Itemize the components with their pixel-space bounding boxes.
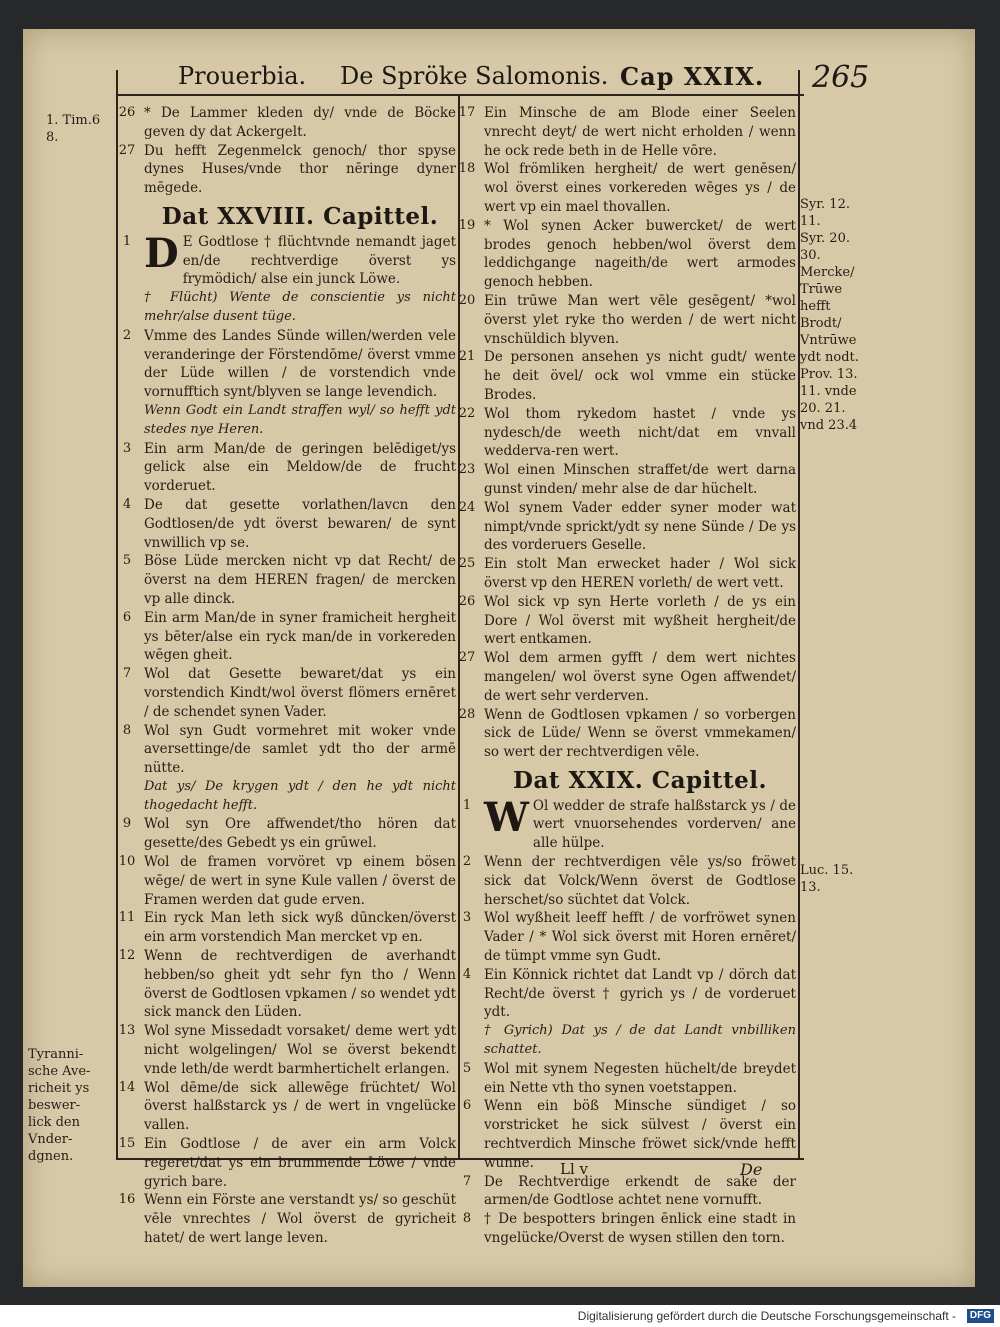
verse-text: Wenn der rechtverdigen vēle ys/so fröwet sick dat Volck/Wenn överst de Godtlose herschet/so süchtet dat Volck. [484,854,796,908]
verse-text: Wenn ein böß Minsche sündiget / so vorstricket he sick sülvest / överst ein rechtverdich Minsche fröwet sick/vnde hefft wunne. [484,1098,796,1171]
credit-bar [0,1305,1000,1327]
verse [462,793,796,853]
verse-number: 20 [458,292,476,308]
marginal-line: lick den [28,1115,80,1130]
verse [458,160,796,216]
marginal-line: Brodt/ [800,316,842,331]
chapter-heading: Dat XXVIII. Capittel. [161,202,439,230]
verse [122,609,456,665]
verse-text: Wol dēme/de sick allewēge früchtet/ Wol överst halßstarck ys / de wert in vngelücke vallen. [144,1079,456,1134]
marginal-line: Vntrūwe [800,333,857,348]
running-head-title: De Spröke Salomonis. [340,62,609,90]
marginal-note-right-mid [800,862,866,896]
verse-text: * De Lammer kleden dy/ vnde de Böcke geven dy dat Ackergelt. [144,105,456,140]
verse-number: 10 [118,854,136,870]
marginal-line: dgnen. [28,1149,74,1164]
verse-number: 25 [458,556,476,572]
verse-number: 6 [122,609,132,625]
verse-text: Wol sick vp syn Herte vorleth / de ys ein Dore / Wol överst mit wyßheit hergheit/de wert entkamen. [484,593,796,648]
verse-text: Ein trūwe Man wert vēle gesēgent/ *wol överst ylet ryke tho werden / de wert nicht vnschüldich blyven. [484,292,796,347]
verse-number: 26 [458,593,476,609]
marginal-line: 1. Tim.6 [46,113,101,128]
marginal-line: Trūwe [800,282,843,297]
marginal-line: Tyranni- [28,1047,84,1062]
verse-text: * Wol synen Acker buwercket/ de wert brodes genoch hebben/wol överst dem leddichgange nageith/de wert armodes genoch hebben. [484,217,796,291]
verse-text: Wol wyßheit leeff hefft / de vorfröwet synen Vader / * Wol sick överst mit Horen ernēret/ de tümpt vmme syn Gudt. [484,910,796,965]
verse-text: Wol syne Missedadt vorsaket/ deme wert ydt nicht wolgelingen/ Wol se överst bekendt vnde leth/de werdt barmhertichelt erlangen. [144,1023,456,1077]
verse-number: 18 [458,161,476,177]
verse-number: 8 [122,722,132,738]
verse-number: 13 [118,1023,136,1039]
verse-text: Wol syn Ore affwendet/tho hören dat gesette/des Gebedt ys ein grūwel. [144,816,456,852]
verse-text: Wenn ein Förste ane verstandt ys/ so geschüt vēle vnrechtes / Wol överst de gyricheit hatet/ de wert lange leven. [144,1192,456,1247]
verse [122,552,456,608]
verse-number: 11 [118,910,136,926]
marginal-line: Vnder- [28,1132,73,1147]
verse-text: Ein arm Man/de de geringen belēdiget/ys gelick alse ein Meldow/de de frucht vorderuet. [144,440,456,495]
verse-text: De Rechtverdige erkendt de sake der armen/de Godtlose achtet nene vornufft. [484,1173,796,1209]
verse [458,104,796,160]
verse [118,853,456,909]
verse-number: 12 [118,948,136,964]
verse-number: 4 [462,966,472,982]
verse [118,142,456,198]
verse-number: 7 [462,1173,472,1189]
verse-number: 3 [122,440,132,456]
marginal-line: 8. [46,130,59,145]
gloss-note [144,402,456,440]
verse-number: 28 [458,706,476,722]
marginal-note-right-top [800,196,870,434]
verse-text: Wol mit synem Negesten hüchelt/de breydet ein Nette vth tho synen voetstappen. [484,1060,796,1096]
verse [458,555,796,593]
verse-text: Ein stolt Man erwecket hader / Wol sick överst vp den HEREN vorleth/ de wert vett. [484,556,796,591]
verse [458,461,796,499]
verse [462,909,796,965]
verse [462,1060,796,1098]
verse-text: De dat gesette vorlathen/lavcn den Godtlosen/de ydt överst bewaren/ de synt vnwillich vp se. [144,496,456,551]
verse-text: Böse Lüde mercken nicht vp dat Recht/ de överst na dem HEREN fragen/ de mercken vp alle dinck. [144,553,456,607]
marginal-line: Syr. 12. [800,197,850,212]
verse-number: 23 [458,462,476,478]
verse-number: 22 [458,405,476,421]
verse-number: 19 [458,217,476,233]
verse [458,499,796,555]
verse-text: Wol dem armen gyfft / dem wert nichtes mangelen/ wol överst syne Ogen affwendet/ de wert sehr verderven. [484,650,796,704]
gloss-text: Wenn Godt ein Landt straffen wyl/ so hefft ydt stedes nye Heren. [144,402,456,437]
verse-number: 24 [458,499,476,515]
column-rule [458,94,460,1158]
verse-text: Ein arm Man/de in syner framicheit hergheit ys bēter/alse ein ryck man/de in vorkereden wēgen gheit. [144,609,456,664]
verse-text: Wol frömliken hergheit/ de wert genēsen/ wol överst eines vorkereden wēges ys / de wert vp ein mael thovallen. [484,161,796,215]
verse [122,496,456,552]
marginal-line: richeit ys [28,1081,90,1096]
chapter-heading: Dat XXIX. Capittel. [513,766,767,794]
verse-text: Wol einen Minschen straffet/de wert darna gunst vinden/ mehr alse de dar hüchelt. [484,462,796,497]
verse [458,217,796,292]
verse [462,1210,796,1248]
marginal-line: Luc. 15. [800,863,854,878]
verse-text: E Godtlose † flüchtvnde nemandt jaget en/de rechtverdige överst ys frymödich/ alse ein junck Löwe. [182,233,456,288]
verse [122,722,456,778]
verse-text: Ein Könnick richtet dat Landt vp / dörch dat Recht/de överst † gyrich ys / de vorderuet ydt. [484,966,796,1021]
marginal-line: 11. [800,214,821,229]
verse-number: 1 [122,233,132,249]
drop-cap: D [144,229,179,277]
verse [458,706,796,762]
verse-text: Ein Godtlose / de aver ein arm Volck regeret/dat ys ein brummende Löwe / vnde gyrich bare. [144,1136,456,1190]
verse-number: 4 [122,496,132,512]
verse-text: Wol syn Gudt vormehret mit woker vnde aversettinge/de samlet ydt tho der armē nütte. [144,722,456,777]
verse-number: 8 [462,1211,472,1227]
header-rule [116,94,804,96]
verse [118,1191,456,1247]
verse-text: De personen ansehen ys nicht gudt/ wente he deit övel/ ock wol vmme ein stücke Brodes. [484,349,796,403]
verse-number: 17 [458,105,476,120]
verse [462,853,796,909]
verse [118,909,456,947]
marginal-line: Mercke/ [800,265,855,280]
verse-number: 21 [458,349,476,365]
text-column-right [458,104,796,1248]
verse-text: Ein ryck Man leth sick wyß dūncken/överst ein arm vorstendich Man mercket vp en. [144,910,456,946]
dfg-logo: DFG [967,1309,994,1323]
verse-number: 16 [118,1192,136,1208]
verse [462,966,796,1022]
verse-text: Ein Minsche de am Blode einer Seelen vnrecht deyt/ de wert nicht erholden / wenn he ock rede beth in de Helle vōre. [484,105,796,159]
marginal-line: Prov. 13. [800,367,858,382]
verse-number: 5 [462,1060,472,1076]
marginal-line: 11. vnde [800,384,857,399]
verse [118,1079,456,1135]
marginal-line: hefft [800,299,831,314]
marginal-line: 13. [800,880,821,895]
verse-text: Wenn de rechtverdigen de averhandt hebben/so gheit ydt sehr fyn tho / Wenn överst de Godtlosen vpkamen / so wendet ydt sick manck den Lüden. [144,948,456,1021]
verse-text: † De bespotters bringen ēnlick eine stadt in vngelücke/Overst de wysen stillen den torn. [484,1211,796,1247]
verse [118,1022,456,1078]
verse [458,593,796,649]
verse [122,440,456,496]
verse-number: 3 [462,910,472,926]
verse-text: Wol dat Gesette bewaret/dat ys ein vorstendich Kindt/wol överst flömers ernēret / de schendet synen Vader. [144,666,456,720]
running-head-left: Prouerbia. [178,62,307,90]
gloss-text: † Flücht) Wente de conscientie ys nicht mehr/alse dusent tüge. [144,290,456,324]
verse-text: Wenn de Godtlosen vpkamen / so vorbergen sick de Lüde/ Wenn se överst vmmekamen/ so wert der rechtverdigen vēle. [484,706,796,761]
verse-text: Wol thom rykedom hastet / vnde ys nydesch/de weeth nicht/dat em vnvall wedderva-ren wert. [484,405,796,460]
marginal-line: sche Ave- [28,1064,91,1079]
verse [122,229,456,289]
verse-number: 7 [122,666,132,682]
verse-number: 9 [122,816,132,832]
verse [458,292,796,348]
verse-number: 27 [118,142,136,158]
verse [122,327,456,402]
verse [122,665,456,721]
verse [122,815,456,853]
marginal-note-left-top [46,112,114,146]
verse-text: Ol wedder de strafe halßstarck ys / de wert vnuorsehendes vorderven/ ane alle hülpe. [532,797,796,852]
verse-number: 6 [462,1098,472,1114]
verse-number: 2 [462,854,472,870]
text-column-left [118,104,456,1248]
marginal-line: 30. [800,248,821,263]
verse [118,947,456,1022]
gloss-note [484,1022,796,1060]
running-head-chapter: Cap XXIX. [620,62,765,91]
page-number: 265 [812,60,870,95]
verse [458,649,796,705]
gloss-note [144,778,456,816]
verse [118,104,456,142]
marginal-line: beswer- [28,1098,81,1113]
signature-mark: Ll v [560,1160,589,1178]
verse-text: Du hefft Zegenmelck genoch/ thor spyse dynes Huses/vnde thor nēringe dyner mēgede. [144,142,456,197]
drop-cap: W [484,793,529,841]
marginal-line: ydt nodt. [800,350,859,365]
gloss-note [144,289,456,327]
verse-number: 5 [122,553,132,569]
verse-number: 14 [118,1079,136,1095]
verse [458,405,796,461]
verse [118,1135,456,1191]
credit-text: Digitalisierung gefördert durch die Deutsche Forschungsgemeinschaft - [577,1309,956,1323]
marginal-line: Syr. 20. [800,231,850,246]
verse-number: 26 [118,105,136,120]
verse-number: 15 [118,1136,136,1152]
verse-text: Vmme des Landes Sünde willen/werden vele veranderinge der Förstendōme/ överst vmme der Lüde willen / de vorstendich vnde vornufftich synt/blyven se lange levendich. [144,327,456,401]
marginal-line: vnd 23.4 [800,418,858,433]
gloss-text: † Gyrich) Dat ys / de dat Landt vnbilliken schattet. [484,1023,796,1058]
verse-text: Wol de framen vorvöret vp einem bösen wēge/ de wert in syne Kule vallen / överst de Framen werden dat gude erven. [144,854,456,908]
verse [458,348,796,404]
gloss-text: Dat ys/ De krygen ydt / den he ydt nicht thogedacht hefft. [144,778,456,813]
marginal-note-left-bottom [28,1046,108,1165]
verse-text: Wol synem Vader edder syner moder wat nimpt/vnde sprickt/ydt sy nene Sünde / De ys des vorderuers Geselle. [484,499,796,554]
verse-number: 27 [458,650,476,666]
marginal-line: 20. 21. [800,401,846,416]
verse-number: 2 [122,327,132,343]
verse-number: 1 [462,797,472,813]
catchword: De [740,1160,763,1179]
